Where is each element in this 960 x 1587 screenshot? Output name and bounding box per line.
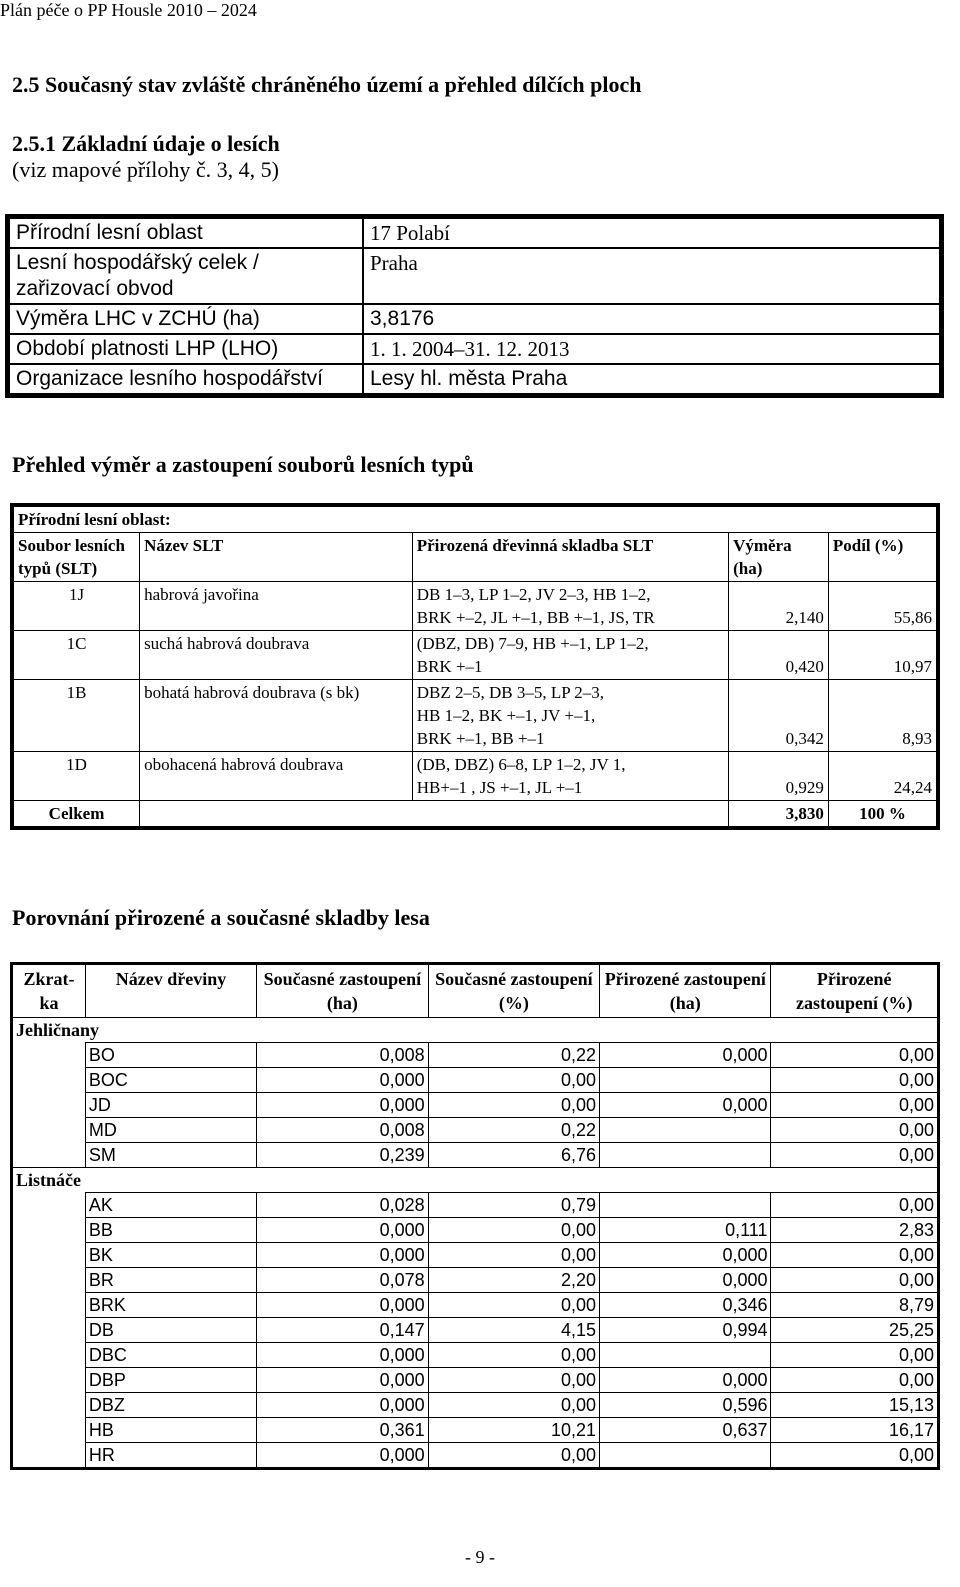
natural-ha: 0,596 [600,1393,771,1418]
species-code: AK [85,1193,256,1218]
row-spacer [12,1068,86,1093]
page-number: - 9 - [465,1547,495,1567]
species-code: DBP [85,1368,256,1393]
current-ha: 0,000 [257,1293,428,1318]
current-ha: 0,239 [257,1143,428,1168]
current-pct: 0,00 [428,1293,599,1318]
current-ha: 0,147 [257,1318,428,1343]
section-soubory-title: Přehled výměr a zastoupení souborů lesních typů [12,452,474,477]
soubory-row [12,582,938,631]
current-pct: 4,15 [428,1318,599,1343]
row-spacer [12,1368,86,1393]
header-zkratka: Zkrat-ka [12,964,86,1018]
row-spacer [12,1243,86,1268]
natural-ha: 0,000 [600,1268,771,1293]
table-row [12,1143,939,1168]
species-code: BOC [85,1068,256,1093]
info-value: 17 Polabí [363,217,942,249]
heading-2-5-1-note: (viz mapové přílohy č. 3, 4, 5) [12,157,279,182]
group-row [12,1168,939,1193]
current-ha: 0,000 [257,1368,428,1393]
current-pct: 0,00 [428,1243,599,1268]
composition-line: HB 1–2, BK +–1, JV +–1, [416,706,596,725]
row-spacer [12,1343,86,1368]
header-podil: Podíl (%) [828,533,938,582]
header-soucasne-ha: Současné zastoupení (ha) [257,964,428,1018]
composition-line: BRK +–1, BB +–1 [416,729,545,748]
header-soucasne-pct: Současné zastoupení (%) [428,964,599,1018]
info-row [8,334,942,364]
current-ha: 0,000 [257,1218,428,1243]
info-row [8,364,942,396]
total-share: 100 % [828,801,938,829]
natural-ha [600,1343,771,1368]
row-spacer [12,1268,86,1293]
natural-pct: 0,00 [771,1093,939,1118]
current-ha: 0,028 [257,1193,428,1218]
species-code: DB [85,1318,256,1343]
natural-pct: 25,25 [771,1318,939,1343]
table-row [12,1268,939,1293]
current-ha: 0,008 [257,1043,428,1068]
row-spacer [12,1418,86,1443]
slt-area: 0,420 [729,631,829,680]
natural-pct: 0,00 [771,1143,939,1168]
current-ha: 0,361 [257,1418,428,1443]
forest-info-table [5,214,944,398]
species-code: BB [85,1218,256,1243]
species-code: DBZ [85,1393,256,1418]
current-pct: 10,21 [428,1418,599,1443]
composition-line: BRK +–1 [416,657,483,676]
species-code: JD [85,1093,256,1118]
species-code: HB [85,1418,256,1443]
slt-composition [412,752,728,801]
slt-share: 24,24 [828,752,938,801]
current-pct: 0,00 [428,1218,599,1243]
porovnani-table [10,962,940,1470]
row-spacer [12,1318,86,1343]
info-key: Výměra LHC v ZCHÚ (ha) [8,304,364,334]
slt-code: 1C [12,631,140,680]
total-label: Celkem [12,801,140,829]
slt-name: habrová javořina [140,582,413,631]
slt-composition [412,582,728,631]
natural-pct: 16,17 [771,1418,939,1443]
table-row [12,1043,939,1068]
species-code: BO [85,1043,256,1068]
natural-ha [600,1443,771,1469]
group-name: Listnáče [12,1168,939,1193]
info-value: 1. 1. 2004–31. 12. 2013 [363,334,942,364]
natural-ha: 0,994 [600,1318,771,1343]
row-spacer [12,1393,86,1418]
soubory-header-row [12,533,938,582]
composition-line: DB 1–3, LP 1–2, JV 2–3, HB 1–2, [416,585,651,604]
current-ha: 0,000 [257,1443,428,1469]
info-row [8,248,942,304]
current-ha: 0,078 [257,1268,428,1293]
header-soubor: Soubor lesních typů (SLT) [12,533,140,582]
info-value: Praha [363,248,942,304]
info-key: Období platnosti LHP (LHO) [8,334,364,364]
total-spacer [140,801,729,829]
header-nazev-dreviny: Název dřeviny [85,964,256,1018]
header-skladba: Přirozená dřevinná skladba SLT [412,533,728,582]
table-row [12,1418,939,1443]
current-pct: 0,79 [428,1193,599,1218]
current-pct: 2,20 [428,1268,599,1293]
row-spacer [12,1143,86,1168]
species-code: BK [85,1243,256,1268]
row-spacer [12,1093,86,1118]
natural-pct: 2,83 [771,1218,939,1243]
current-pct: 0,22 [428,1043,599,1068]
table-row [12,1393,939,1418]
section-porovnani-title: Porovnání přirozené a současné skladby lesa [12,905,430,930]
info-key: Organizace lesního hospodářství [8,364,364,396]
natural-ha: 0,111 [600,1218,771,1243]
header-nazev: Název SLT [140,533,413,582]
info-row [8,217,942,249]
info-key: Lesní hospodářský celek / zařizovací obvod [8,248,364,304]
composition-line: DBZ 2–5, DB 3–5, LP 2–3, [416,683,605,702]
species-code: BRK [85,1293,256,1318]
natural-pct: 0,00 [771,1243,939,1268]
info-key: Přírodní lesní oblast [8,217,364,249]
natural-ha [600,1118,771,1143]
current-pct: 0,00 [428,1368,599,1393]
natural-pct: 0,00 [771,1268,939,1293]
natural-pct: 0,00 [771,1118,939,1143]
current-pct: 6,76 [428,1143,599,1168]
soubory-row [12,752,938,801]
slt-code: 1B [12,680,140,752]
natural-ha: 0,000 [600,1243,771,1268]
species-code: MD [85,1118,256,1143]
soubory-row [12,631,938,680]
group-name: Jehličnany [12,1018,939,1043]
soubory-total-row [12,801,938,829]
current-pct: 0,00 [428,1443,599,1469]
current-pct: 0,00 [428,1343,599,1368]
slt-share: 8,93 [828,680,938,752]
natural-pct: 0,00 [771,1068,939,1093]
natural-pct: 0,00 [771,1443,939,1469]
current-ha: 0,000 [257,1343,428,1368]
current-pct: 0,22 [428,1118,599,1143]
table-row [12,1293,939,1318]
slt-composition [412,631,728,680]
natural-ha [600,1193,771,1218]
row-spacer [12,1293,86,1318]
species-code: BR [85,1268,256,1293]
natural-ha: 0,000 [600,1043,771,1068]
natural-pct: 0,00 [771,1343,939,1368]
soubory-row [12,680,938,752]
composition-line: HB+–1 , JS +–1, JL +–1 [416,778,583,797]
table-row [12,1443,939,1469]
slt-area: 2,140 [729,582,829,631]
slt-code: 1D [12,752,140,801]
composition-line: (DB, DBZ) 6–8, LP 1–2, JV 1, [416,755,626,774]
total-area: 3,830 [729,801,829,829]
current-ha: 0,000 [257,1243,428,1268]
row-spacer [12,1193,86,1218]
heading-2-5: 2.5 Současný stav zvláště chráněného území a přehled dílčích ploch [12,72,642,97]
natural-pct: 0,00 [771,1043,939,1068]
species-code: DBC [85,1343,256,1368]
natural-ha [600,1143,771,1168]
natural-ha: 0,346 [600,1293,771,1318]
current-ha: 0,000 [257,1093,428,1118]
natural-ha: 0,637 [600,1418,771,1443]
current-ha: 0,000 [257,1068,428,1093]
soubory-table [10,503,940,830]
natural-pct: 15,13 [771,1393,939,1418]
heading-2-5-1: 2.5.1 Základní údaje o lesích [12,131,280,156]
slt-name: bohatá habrová doubrava (s bk) [140,680,413,752]
table-row [12,1118,939,1143]
current-pct: 0,00 [428,1093,599,1118]
row-spacer [12,1443,86,1469]
slt-composition [412,680,728,752]
species-code: HR [85,1443,256,1469]
slt-name: suchá habrová doubrava [140,631,413,680]
table-row [12,1318,939,1343]
slt-share: 55,86 [828,582,938,631]
current-pct: 0,00 [428,1393,599,1418]
current-pct: 0,00 [428,1068,599,1093]
current-ha: 0,008 [257,1118,428,1143]
natural-pct: 8,79 [771,1293,939,1318]
page-header: Plán péče o PP Housle 2010 – 2024 [0,0,257,20]
current-ha: 0,000 [257,1393,428,1418]
group-row [12,1018,939,1043]
info-value: Lesy hl. města Praha [363,364,942,396]
slt-area: 0,929 [729,752,829,801]
composition-line: BRK +–2, JL +–1, BB +–1, JS, TR [416,608,655,627]
header-prirozene-pct: Přirozené zastoupení (%) [771,964,939,1018]
table-row [12,1368,939,1393]
table-row [12,1193,939,1218]
porovnani-header-row [12,964,939,1018]
natural-ha: 0,000 [600,1368,771,1393]
table-row [12,1093,939,1118]
info-value: 3,8176 [363,304,942,334]
table-row [12,1068,939,1093]
row-spacer [12,1043,86,1068]
info-row [8,304,942,334]
row-spacer [12,1218,86,1243]
region-label: Přírodní lesní oblast: [12,505,938,533]
natural-pct: 0,00 [771,1193,939,1218]
header-prirozene-ha: Přirozené zastoupení (ha) [600,964,771,1018]
slt-share: 10,97 [828,631,938,680]
slt-code: 1J [12,582,140,631]
natural-ha [600,1068,771,1093]
slt-area: 0,342 [729,680,829,752]
row-spacer [12,1118,86,1143]
composition-line: (DBZ, DB) 7–9, HB +–1, LP 1–2, [416,634,649,653]
natural-pct: 0,00 [771,1368,939,1393]
table-row [12,1218,939,1243]
table-row [12,1243,939,1268]
species-code: SM [85,1143,256,1168]
slt-name: obohacená habrová doubrava [140,752,413,801]
natural-ha: 0,000 [600,1093,771,1118]
header-vymera: Výměra (ha) [729,533,829,582]
table-row [12,1343,939,1368]
